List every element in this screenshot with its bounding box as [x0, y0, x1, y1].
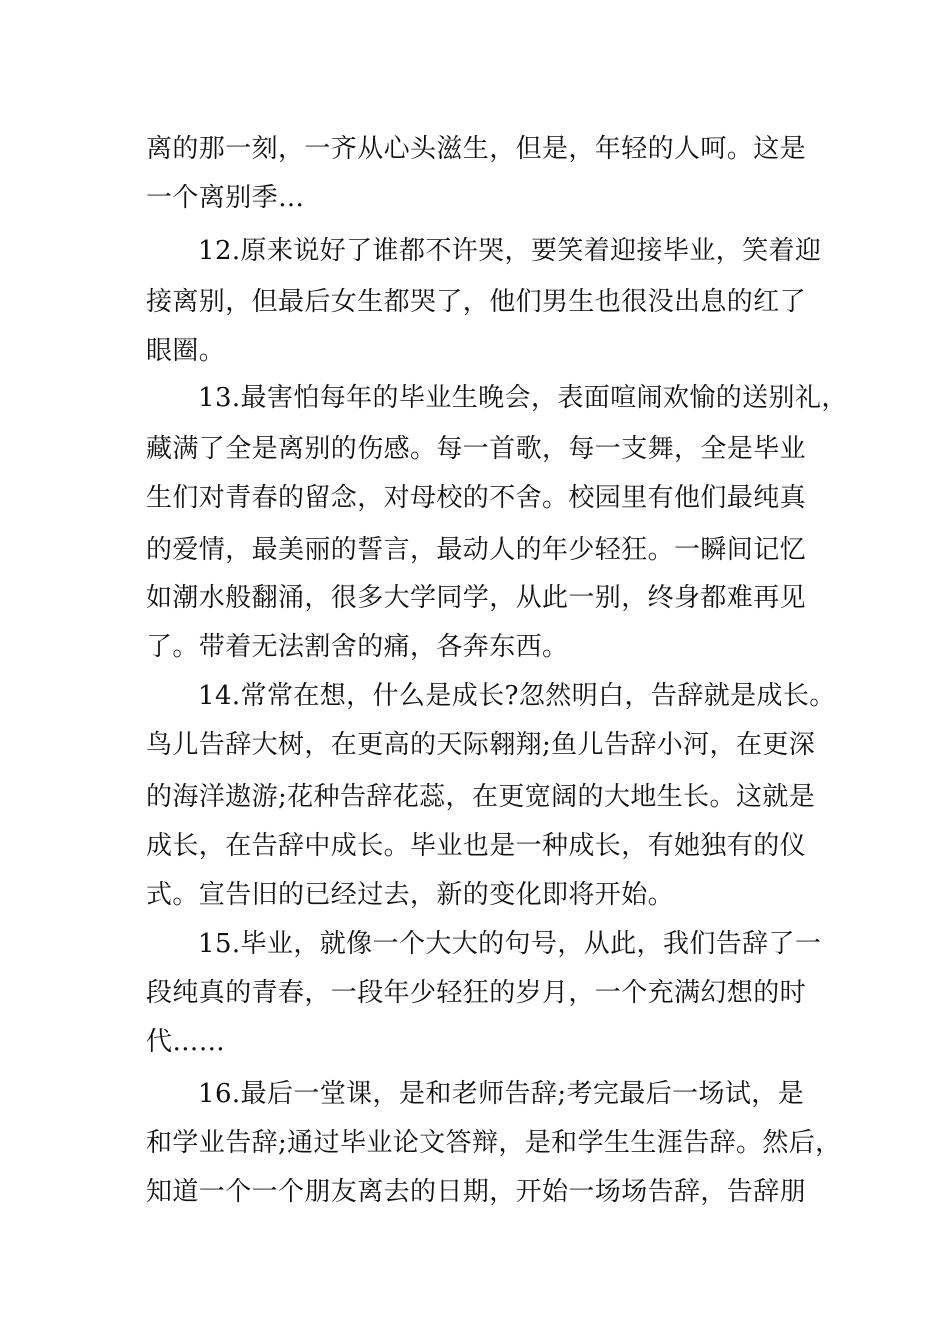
text-line: 的海洋遨游;花种告辞花蕊，在更宽阔的大地生长。这就是: [146, 782, 816, 812]
text-line: 成长，在告辞中成长。毕业也是一种成长，有她独有的仪: [146, 831, 807, 861]
text-line: 眼圈。: [146, 336, 226, 366]
text-line: 代……: [146, 1027, 226, 1057]
text-line: 段纯真的青春，一段年少轻狂的岁月，一个充满幻想的时: [146, 978, 807, 1008]
text-line: 生们对青春的留念，对母校的不舍。校园里有他们最纯真: [146, 483, 807, 513]
text-line: 一个离别季…: [146, 183, 305, 213]
paragraph-start-line: 13.最害怕每年的毕业生晚会，表面喧闹欢愉的送别礼，: [198, 383, 848, 413]
paragraph-start-line: 12.原来说好了谁都不许哭，要笑着迎接毕业，笑着迎: [198, 236, 822, 266]
paragraph-start-line: 15.毕业，就像一个大大的句号，从此，我们告辞了一: [198, 929, 822, 959]
text-line: 接离别，但最后女生都哭了，他们男生也很没出息的红了: [146, 287, 807, 317]
text-line: 离的那一刻，一齐从心头滋生，但是，年轻的人呵。这是: [146, 134, 807, 164]
text-line: 鸟儿告辞大树，在更高的天际翱翔;鱼儿告辞小河，在更深: [146, 730, 816, 760]
text-line: 和学业告辞;通过毕业论文答辩，是和学生生涯告辞。然后，: [146, 1128, 842, 1158]
text-line: 的爱情，最美丽的誓言，最动人的年少轻狂。一瞬间记忆: [146, 535, 807, 565]
paragraph-start-line: 14.常常在想，什么是成长?忽然明白，告辞就是成长。: [198, 681, 836, 711]
text-line: 藏满了全是离别的伤感。每一首歌，每一支舞，全是毕业: [146, 434, 807, 464]
paragraph-start-line: 16.最后一堂课，是和老师告辞;考完最后一场试，是: [198, 1079, 805, 1109]
text-line: 了。带着无法割舍的痛，各奔东西。: [146, 632, 569, 662]
text-line: 知道一个一个朋友离去的日期，开始一场场告辞，告辞朋: [146, 1177, 807, 1207]
text-line: 式。宣告旧的已经过去，新的变化即将开始。: [146, 880, 675, 910]
text-line: 如潮水般翻涌，很多大学同学，从此一别，终身都难再见: [146, 583, 807, 613]
